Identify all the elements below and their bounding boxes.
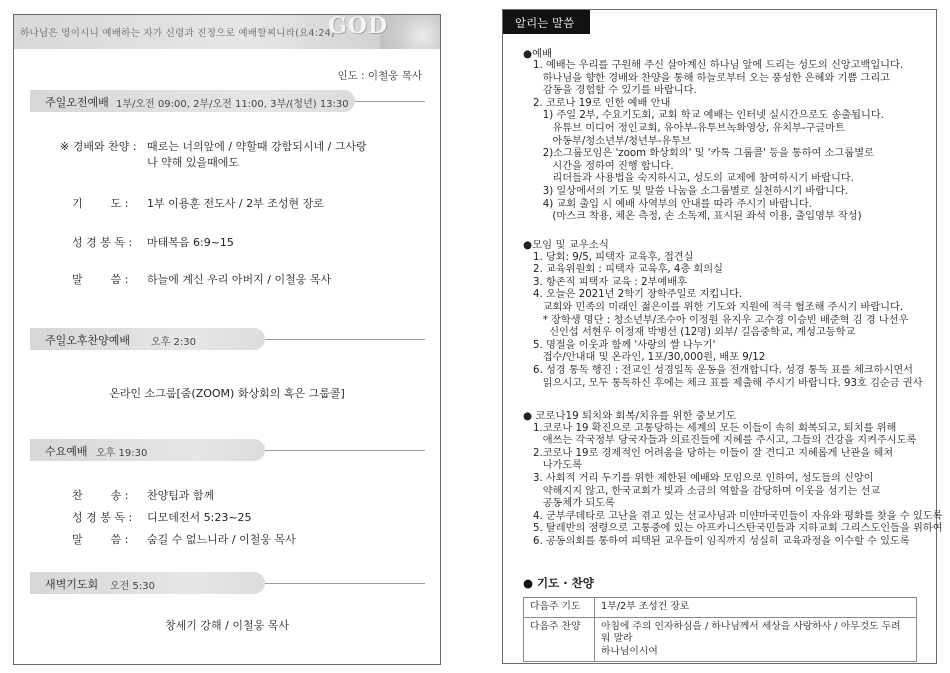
worship-line: 2)소그룹모임은 'zoom 화상회의' 및 '카톡 그룹콜' 등을 통하여 소그룹별로 — [533, 148, 874, 160]
section-heading-meetings: ●모임 및 교우소식 — [523, 239, 609, 251]
meetings-line: 신인섭 서현우 이정재 박병선 (12명) 외부/ 길음중학교, 계성고등학교 — [533, 327, 856, 339]
meetings-line: * 장학생 명단 : 청소년부/조수아 이정원 유지우 고수경 이승빈 배준혁 김 경 나선우 — [533, 314, 909, 326]
prayer-label: 기 도 : — [72, 197, 129, 210]
intercession-line: 4. 군부쿠데타로 고난을 겪고 있는 선교사님과 미얀마국민들이 자유와 평화를 찾을 수 있도록 — [533, 510, 943, 522]
section-title: 주일오후찬양예배 — [45, 334, 131, 347]
worship-line: 유튜브 미디어 정인교회, 유아부-유투브녹화영상, 유치부-구글마트 — [533, 123, 845, 134]
intercession-line: 5. 탈레반의 점령으로 고통중에 있는 아프카니스탄국민들과 지하교회 그리스도인들을 위하여 — [533, 523, 943, 535]
intercession-line: 3. 사회적 거리 두기를 위한 제한된 예배와 모임으로 인하여, 성도들의 신앙이 — [533, 473, 874, 484]
section-time: 오전 5:30 — [110, 581, 155, 592]
intercession-line: 애쓰는 각국정부 당국자들과 의료진들에 지혜를 주시고, 그들의 건강을 지켜주시도록 — [533, 435, 917, 447]
section-time: 1부/오전 09:00, 2부/오전 11:00, 3부/(청년) 13:30 — [116, 99, 349, 110]
sermon-label: 말 씀 : — [72, 533, 129, 546]
sermon-label: 말 씀 : — [72, 273, 129, 286]
table-value — [595, 617, 917, 662]
section-header-afternoon — [30, 328, 265, 350]
reading-value: 마태복음 6:9~15 — [147, 236, 234, 249]
section-heading-prayer-praise: ● 기도 · 찬양 — [523, 576, 594, 590]
table-value-text: 1부/2부 조성건 장로 — [601, 601, 690, 612]
reading-value: 디모데전서 5:23~25 — [147, 511, 252, 524]
worship-leader: 인도 : 이철웅 목사 — [337, 70, 422, 82]
meetings-line: 접수/안내대 및 온라인, 1포/30,000원, 배포 9/12 — [533, 352, 766, 364]
intercession-line: 나가도록 — [533, 460, 583, 472]
section-time: 오후 2:30 — [151, 337, 196, 348]
prayer-value: 1부 이용훈 전도사 / 2부 조성현 장로 — [147, 197, 324, 210]
worship-line: 1. 예배는 우리를 구원해 주신 살아계신 하나님 앞에 드리는 성도의 신앙고백입니다. — [533, 60, 904, 71]
intercession-line: 약해지지 않고, 한국교회가 빛과 소금의 역할을 감당하며 이웃을 섬기는 선교 — [533, 485, 881, 497]
table-key: 다음주 기도 — [524, 598, 595, 618]
meetings-line: 6. 성경 통독 행진 : 전교인 성경일독 운동을 전개합니다. 성경 통독 표를 체크하시면서 — [533, 365, 914, 376]
intercession-line: 공동체가 되도록 — [533, 498, 615, 510]
section-header-morning — [30, 90, 355, 112]
worship-line: (마스크 착용, 체온 측정, 손 소독제, 표시된 좌석 이용, 출입명부 작성) — [533, 211, 862, 223]
praise-value-cont: 나 약해 있을때에도 — [147, 156, 240, 169]
hymn-label: 찬 송 : — [72, 489, 129, 502]
praise-label: ※ 경배와 찬양 : — [60, 140, 137, 153]
intercession-line: 6. 공동의회를 통하여 피택된 교우들이 임직까지 성실히 교육과정을 이수할 수 있도록 — [533, 536, 910, 547]
worship-order-panel — [13, 14, 441, 665]
section-title: 새벽기도회 — [45, 578, 99, 591]
worship-line: 2. 코로나 19로 인한 예배 안내 — [533, 97, 671, 109]
section-title: 수요예배 — [45, 445, 88, 458]
worship-line: 하나님을 향한 경배와 찬양을 통해 하늘로부터 오는 풍성한 은혜와 기쁨 그리고 — [533, 72, 891, 84]
worship-line: 4) 교회 출입 시 예배 사역부의 안내를 따라 주시기 바랍니다. — [533, 198, 812, 210]
table-value — [595, 598, 917, 618]
table-value-text-cont: 하나님이시여 — [601, 645, 658, 657]
announcements-title: 알리는 말씀 — [515, 16, 575, 30]
table-value-text: 아침에 주의 인자하심을 / 하나님께서 세상을 사랑하사 / 아무것도 두려워 말라 — [601, 620, 901, 644]
table-row — [524, 617, 917, 662]
worship-line: 리더들과 사용법을 숙지하시고, 성도의 교제에 참여하시기 바랍니다. — [533, 173, 854, 185]
meetings-line: 5. 명절을 이웃과 함께 '사랑의 쌀 나누기' — [533, 339, 716, 351]
announcements-panel — [502, 9, 943, 664]
meetings-line: 읽으시고, 모두 통독하신 후에는 체크 표를 제출해 주시기 바랍니다. 93호 김순금 권사 — [533, 377, 923, 389]
worship-line: 시간을 정하여 진행 합니다. — [533, 160, 674, 172]
section-title: 주일오전예배 — [45, 96, 109, 109]
afternoon-description: 온라인 소그룹[줌(ZOOM) 화상회의 혹은 그룹콜] — [109, 387, 345, 400]
section-time: 오후 19:30 — [96, 448, 148, 459]
worship-line: 아동부/청소년부/청년부-유투브 — [533, 135, 691, 147]
sermon-value: 하늘에 계신 우리 아버지 / 이철웅 목사 — [147, 273, 332, 286]
praise-value: 때로는 너의앞에 / 약할때 강함되시네 / 그사랑 — [147, 140, 367, 153]
section-heading-worship: ●예배 — [523, 48, 553, 60]
section-header-dawn — [30, 572, 265, 594]
dawn-description: 창세기 강해 / 이철웅 목사 — [165, 619, 289, 632]
table-key: 다음주 찬양 — [524, 617, 595, 662]
worship-line: 1) 주일 2부, 수요기도회, 교회 학교 예배는 인터넷 실시간으로도 송출됩니다. — [533, 110, 884, 122]
meetings-line: 3. 항존직 피택자 교육 : 2부예배후 — [533, 276, 687, 288]
hymn-value: 찬양팀과 함께 — [147, 489, 215, 502]
meetings-line: 2. 교육위원회 : 피택자 교육후, 4층 회의실 — [533, 264, 723, 276]
banner-decoration — [380, 15, 440, 49]
meetings-line: 교회와 민족의 미래인 젊은이를 위한 기도와 지원에 적극 협조해 주시기 바랍니다. — [533, 302, 904, 313]
announcements-header — [503, 10, 590, 34]
reading-label: 성 경 봉 독 : — [72, 236, 133, 249]
reading-label: 성 경 봉 독 : — [72, 511, 133, 524]
banner-verse: 하나님은 영이시니 예배하는 자가 신령과 진정으로 예배할찌니라(요4:24) — [20, 28, 335, 39]
god-logo: GOD — [327, 15, 388, 39]
worship-line: 3) 일상에서의 기도 및 말씀 나눔을 소그룹별로 실천하시기 바랍니다. — [533, 186, 849, 197]
prayer-praise-table — [523, 597, 917, 662]
intercession-line: 2.코로나 19로 경제적인 어려움을 당하는 이들이 잘 견디고 지혜롭게 난관을 헤쳐 — [533, 447, 894, 459]
section-header-wednesday — [30, 439, 265, 461]
table-row — [524, 598, 917, 618]
scripture-banner — [14, 15, 440, 49]
worship-line: 감동을 경험할 수 있기를 바랍니다. — [533, 85, 697, 97]
sermon-value: 숨길 수 없느니라 / 이철웅 목사 — [147, 533, 296, 546]
meetings-line: 1. 당회: 9/5, 피택자 교육후, 접견실 — [533, 251, 694, 263]
section-heading-intercession: ● 코로나19 퇴치와 회복/치유를 위한 중보기도 — [523, 410, 736, 422]
meetings-line: 4. 오늘은 2021년 2학기 장학주일로 지킵니다. — [533, 289, 743, 301]
intercession-line: 1.코로나 19 확진으로 고통당하는 세계의 모든 이들이 속히 회복되고, 퇴치를 위해 — [533, 422, 897, 434]
